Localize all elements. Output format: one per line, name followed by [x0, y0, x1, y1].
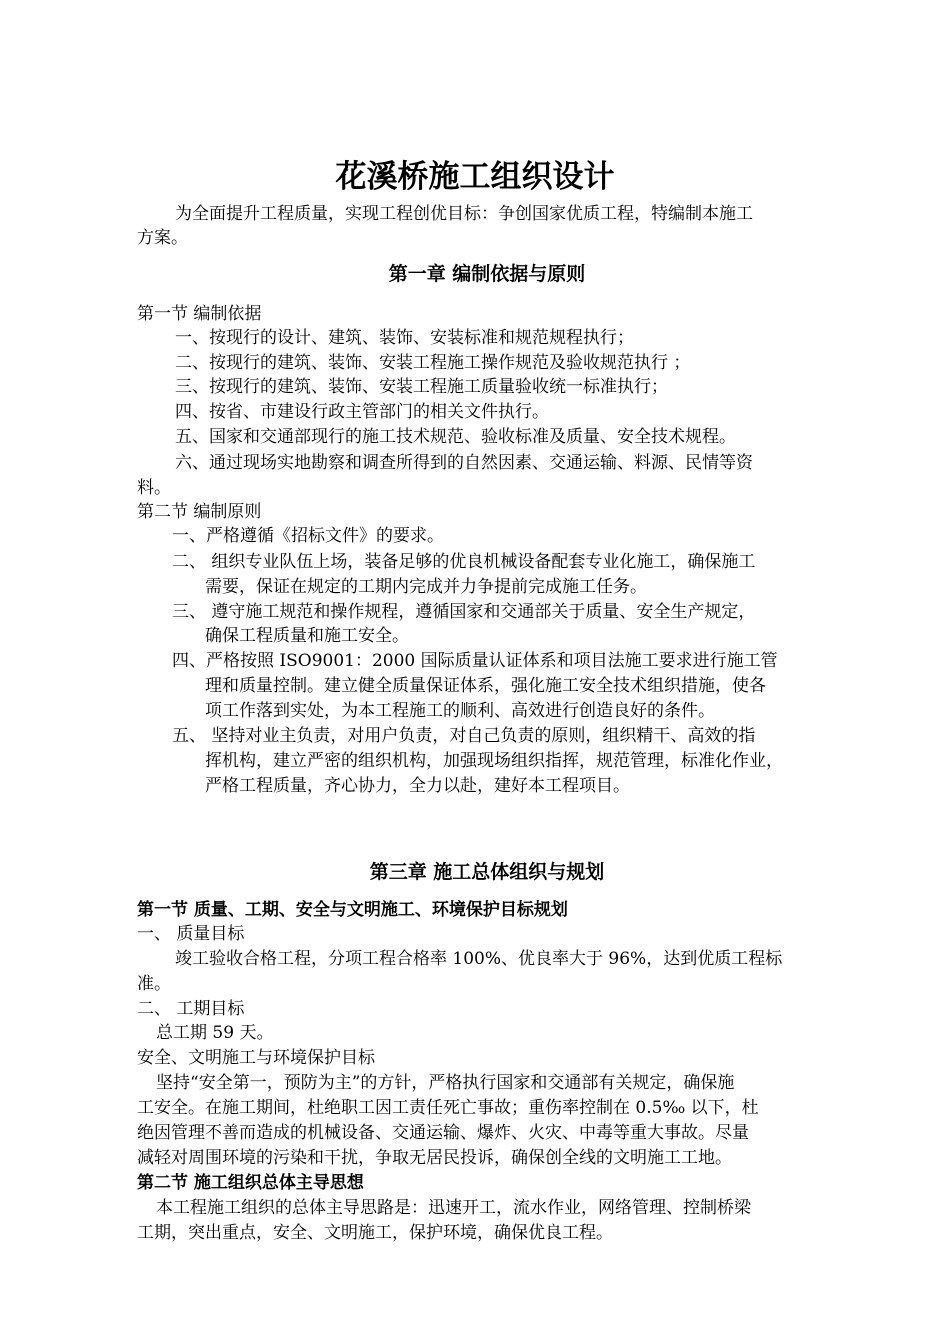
list-item: 三、按现行的建筑、装饰、安装工程施工质量验收统一标准执行； — [175, 377, 668, 397]
list-item: 二、 组织专业队伍上场，装备足够的优良机械设备配套专业化施工，确保施工 — [172, 552, 756, 572]
list-item-continuation: 挥机构，建立严密的组织机构，加强现场组织指挥，规范管理，标准化作业， — [205, 751, 783, 771]
list-item: 三、 遵守施工规范和操作规程，遵循国家和交通部关于质量、安全生产规定， — [172, 602, 756, 622]
section-heading: 第二节 施工组织总体主导思想 — [137, 1173, 364, 1193]
section-heading: 第一节 质量、工期、安全与文明施工、环境保护目标规划 — [137, 900, 568, 920]
chapter-heading: 第三章 施工总体组织与规划 — [369, 861, 605, 883]
list-item-continuation: 需要，保证在规定的工期内完成并力争提前完成施工任务。 — [205, 577, 647, 597]
chapter-heading: 第一章 编制依据与原则 — [388, 263, 586, 285]
list-item-continuation: 料。 — [137, 478, 171, 498]
list-item-continuation: 严格工程质量，齐心协力，全力以赴，建好本工程项目。 — [205, 776, 630, 796]
paragraph-line: 减轻对周围环境的污染和干扰，争取无居民投诉，确保创全线的文明施工工地。 — [137, 1148, 732, 1168]
list-item: 一、严格遵循《招标文件》的要求。 — [172, 526, 444, 546]
paragraph-line: 坚持“安全第一，预防为主”的方针，严格执行国家和交通部有关规定，确保施 — [156, 1073, 735, 1093]
list-item: 六、通过现场实地勘察和调查所得到的自然因素、交通运输、料源、民情等资 — [175, 453, 753, 473]
list-item: 二、按现行的建筑、装饰、安装工程施工操作规范及验收规范执行 ； — [175, 353, 691, 373]
list-item-continuation: 理和质量控制。建立健全质量保证体系，强化施工安全技术组织措施，使各 — [205, 676, 766, 696]
paragraph-line: 准。 — [137, 974, 171, 994]
list-item: 四、严格按照 ISO9001：2000 国际质量认证体系和项目法施工要求进行施工管 — [172, 651, 778, 671]
list-item: 一、按现行的设计、建筑、装饰、安装标准和规范规程执行； — [175, 328, 634, 348]
paragraph-line: 总工期 59 天。 — [156, 1023, 274, 1043]
paragraph-line: 工期，突出重点，安全、文明施工，保护环境，确保优良工程。 — [137, 1223, 613, 1243]
subsection-label: 一、 质量目标 — [137, 924, 245, 944]
list-item: 四、按省、市建设行政主管部门的相关文件执行。 — [175, 402, 549, 422]
list-item-continuation: 项工作落到实处，为本工程施工的顺利、高效进行创造良好的条件。 — [205, 701, 715, 721]
list-item: 五、国家和交通部现行的施工技术规范、验收标准及质量、安全技术规程。 — [175, 427, 736, 447]
section-heading: 第一节 编制依据 — [137, 304, 262, 324]
intro-line: 方案。 — [137, 228, 188, 248]
paragraph-line: 竣工验收合格工程，分项工程合格率 100%、优良率大于 96%，达到优质工程标 — [175, 949, 783, 969]
subsection-label: 二、 工期目标 — [137, 999, 245, 1019]
paragraph-line: 工安全。在施工期间，杜绝职工因工责任死亡事故；重伤率控制在 0.5‰ 以下，杜 — [137, 1098, 759, 1118]
document-title: 花溪桥施工组织设计 — [335, 159, 615, 195]
subsection-label: 安全、文明施工与环境保护目标 — [137, 1048, 375, 1068]
paragraph-line: 本工程施工组织的总体主导思路是：迅速开工，流水作业，网络管理、控制桥梁 — [156, 1198, 751, 1218]
list-item-continuation: 确保工程质量和施工安全。 — [205, 626, 409, 646]
paragraph-line: 绝因管理不善而造成的机械设备、交通运输、爆炸、火灾、中毒等重大事故。尽量 — [137, 1123, 749, 1143]
intro-line: 为全面提升工程质量，实现工程创优目标：争创国家优质工程，特编制本施工 — [175, 204, 753, 224]
list-item: 五、 坚持对业主负责，对用户负责，对自己负责的原则，组织精干、高效的指 — [172, 726, 756, 746]
section-heading: 第二节 编制原则 — [137, 502, 262, 522]
